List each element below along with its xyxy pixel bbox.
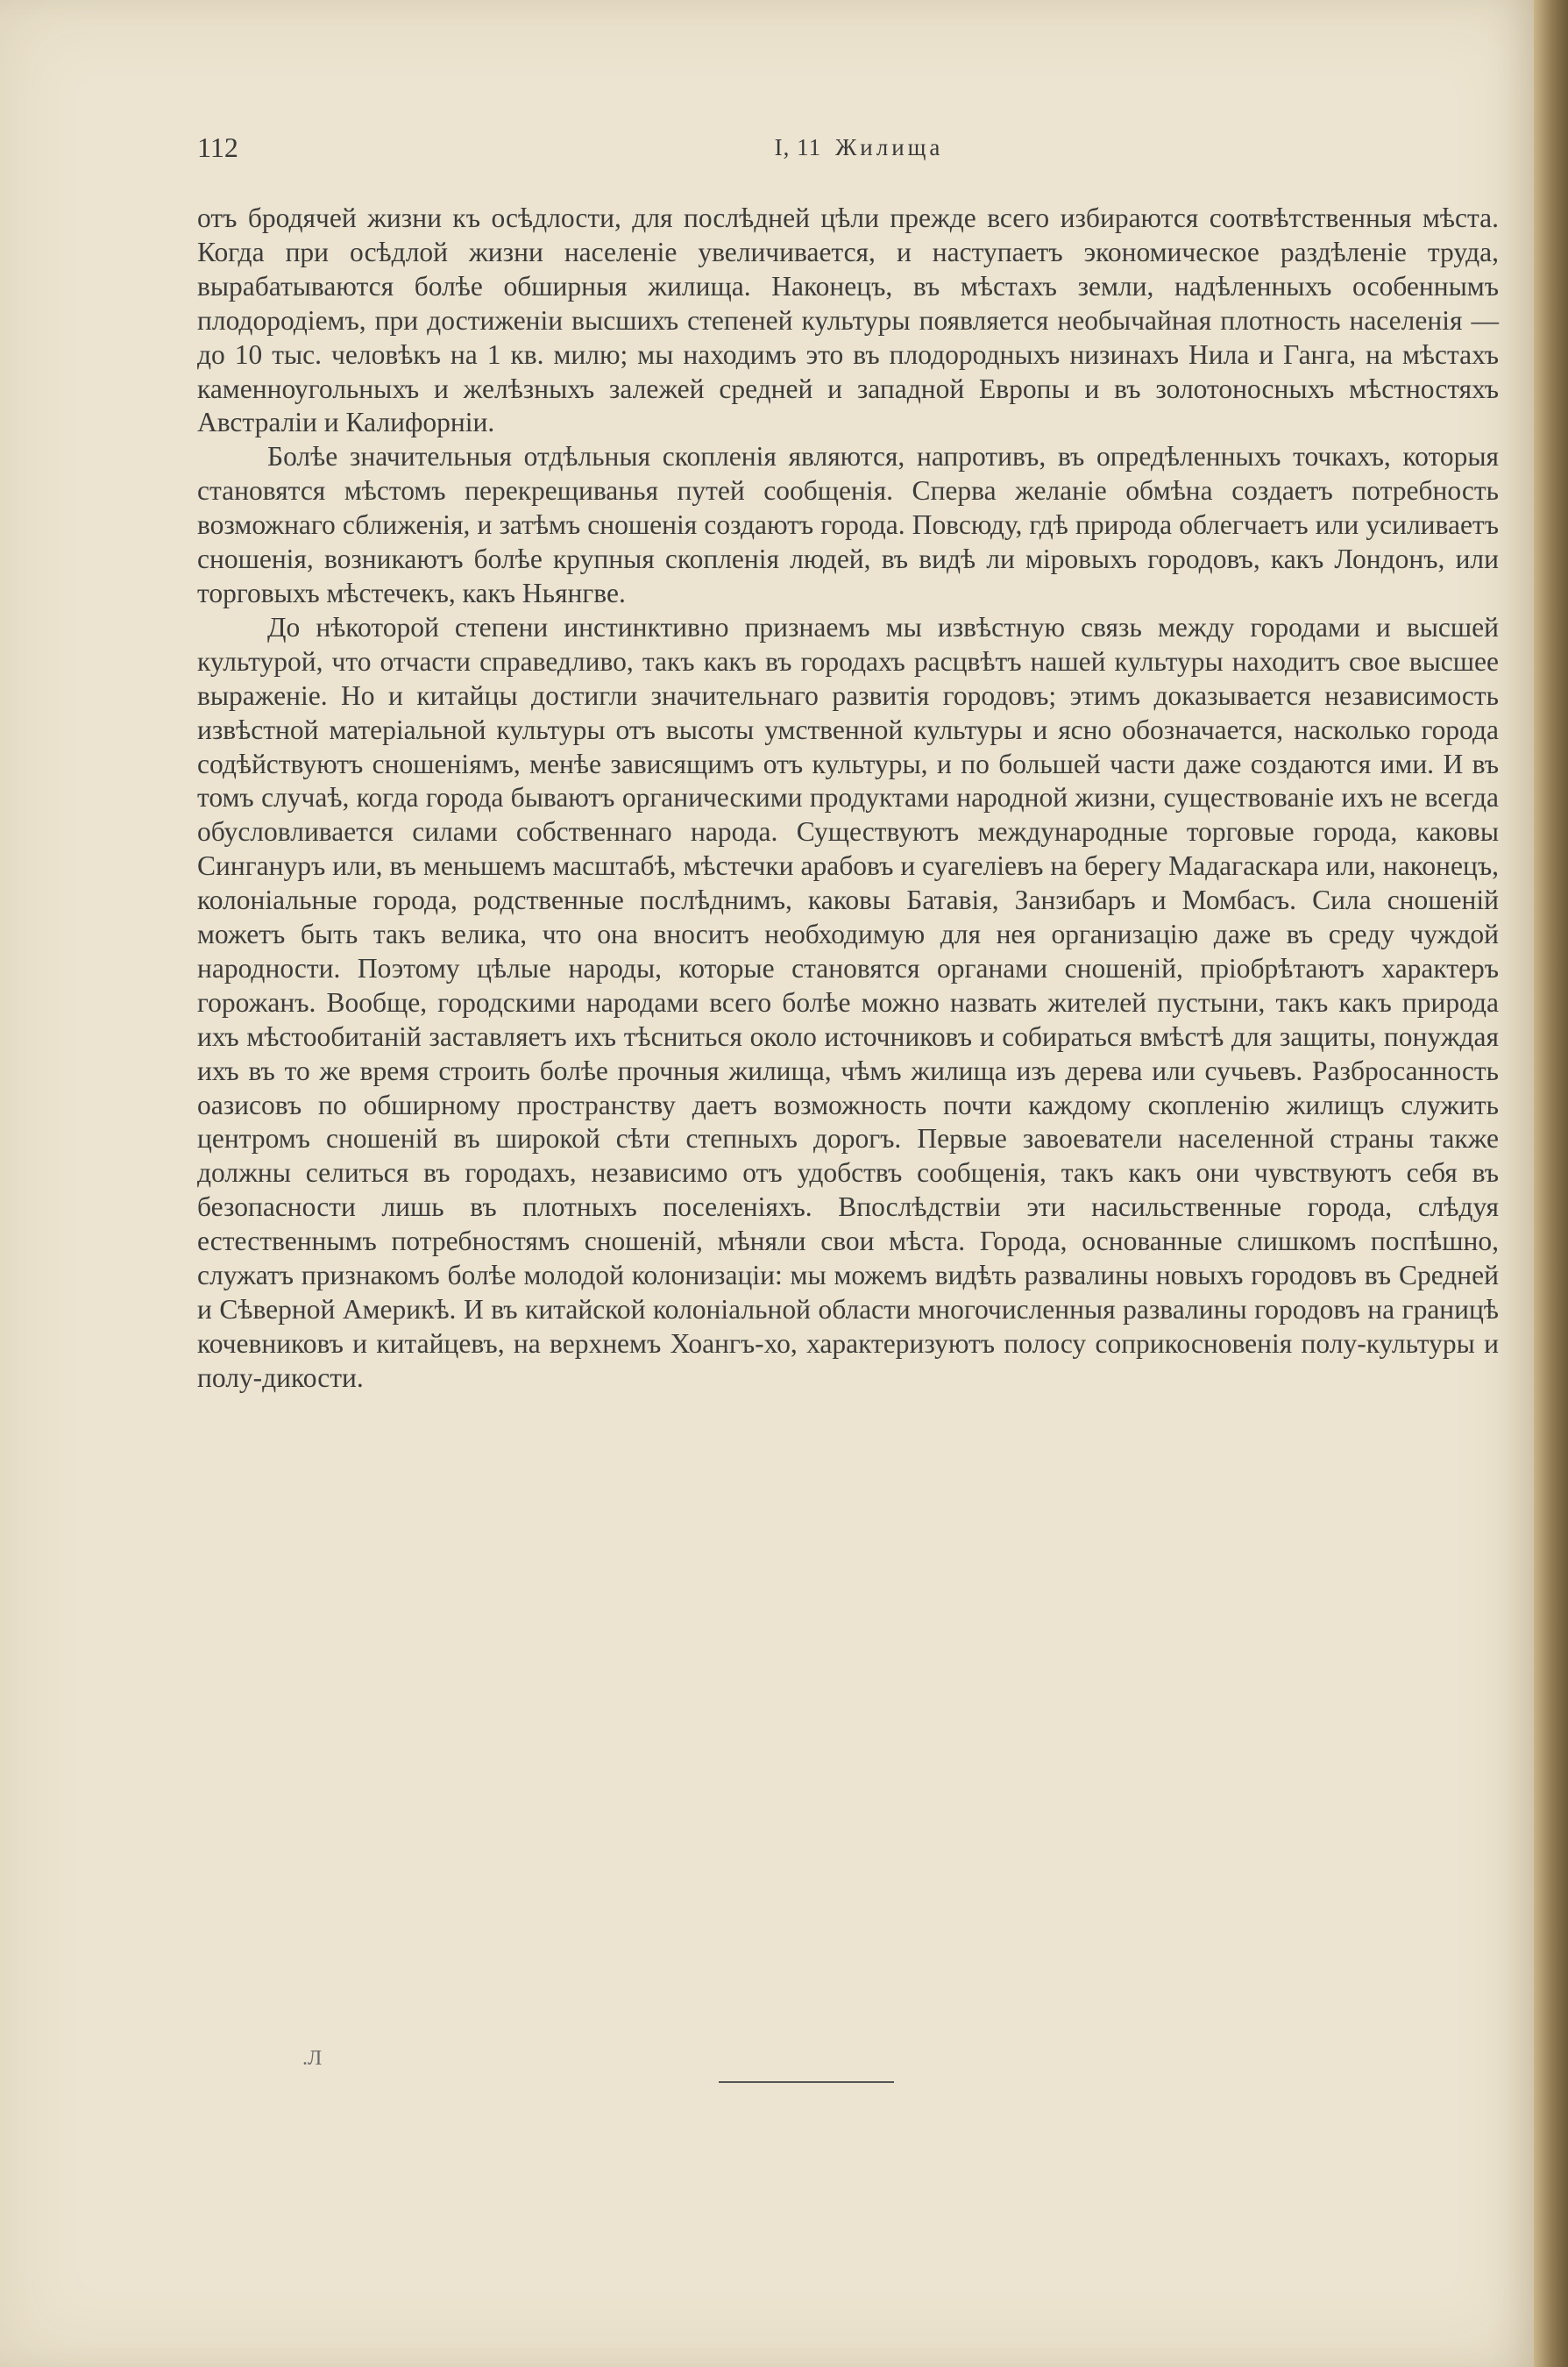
footer-mark: .Л	[302, 2047, 323, 2070]
running-title	[197, 134, 1521, 161]
page-header	[197, 132, 1521, 175]
paragraph: отъ бродячей жизни къ осѣдлости, для послѣдней цѣли прежде всего избираются соотвѣтственныя мѣста. Когда при осѣдлой жизни населеніе увеличивается, и наступаетъ экономическое раздѣленіе труда, вырабатываются болѣе обширныя жилища. Наконецъ, въ мѣстахъ земли, надѣленныхъ особеннымъ плодородіемъ, при достиженіи высшихъ степеней культуры появляется необычайная плотность населенія — до 10 тыс. человѣкъ на 1 кв. милю; мы находимъ это въ плодородныхъ низинахъ Нила и Ганга, на мѣстахъ каменноугольныхъ и желѣзныхъ залежей средней и западной Европы и въ золотоносныхъ мѣстностяхъ Австраліи и Калифорніи.	[197, 203, 1499, 438]
footer-rule	[719, 2081, 894, 2083]
section-number: I, 11	[774, 134, 822, 160]
page-number: 112	[197, 132, 238, 163]
book-spine-edge	[1534, 0, 1568, 2367]
paragraph: До нѣкоторой степени инстинктивно признаемъ мы извѣстную связь между городами и высшей культурой, что отчасти справедливо, такъ какъ въ городахъ расцвѣтъ нашей культуры находитъ свое высшее выраженіе. Но и китайцы достигли значительнаго развитія городовъ; этимъ доказывается независимость извѣстной матеріальной культуры отъ высоты умственной культуры и ясно обозначается, насколько города содѣйствуютъ сношеніямъ, менѣе зависящимъ отъ культуры, и по большей части даже создаются ими. И въ томъ случаѣ, когда города бываютъ органическими продуктами народной жизни, существованіе ихъ не всегда обусловливается силами собственнаго народа. Существуютъ международные торговые города, каковы Сингануръ или, въ меньшемъ масштабѣ, мѣстечки арабовъ и суагеліевъ на берегу Мадагаскара или, наконецъ, колоніальные города, родственные послѣднимъ, каковы Батавія, Занзибаръ и Момбасъ. Сила сношеній можетъ быть такъ велика, что она вноситъ необходимую для нея организацію даже въ среду чуждой народности. Поэтому цѣлые народы, которые становятся органами сношеній, пріобрѣтаютъ характеръ горожанъ. Вообще, городскими народами всего болѣе можно назвать жителей пустыни, такъ какъ природа ихъ мѣстообитаній заставляетъ ихъ тѣсниться около источниковъ и собираться вмѣстѣ для защиты, понуждая ихъ въ то же время строить болѣе прочныя жилища, чѣмъ жилища изъ дерева или сучьевъ. Разбросанность оазисовъ по обширному пространству даетъ возможность почти каждому скопленію жилищъ служить центромъ сношеній въ широкой сѣти степныхъ дорогъ. Первые завоеватели населенной страны также должны селиться въ городахъ, независимо отъ удобствъ сообщенія, такъ какъ они чувствуютъ себя въ безопасности лишь въ плотныхъ поселеніяхъ. Впослѣдствіи эти насильственные города, слѣдуя естественнымъ потребностямъ сношеній, мѣняли свои мѣста. Города, основанные слишкомъ поспѣшно, служатъ признакомъ болѣе молодой колонизаціи: мы можемъ видѣть развалины новыхъ городовъ въ Средней и Сѣверной Америкѣ. И въ китайской колоніальной области многочисленныя развалины городовъ на границѣ кочевниковъ и китайцевъ, на верхнемъ Хоангъ-хо, характеризуютъ полосу соприкосновенія полу-культуры и полу-дикости.	[197, 611, 1499, 1393]
body-text	[197, 202, 1499, 1396]
paragraph: Болѣе значительныя отдѣльныя скопленія являются, напротивъ, въ опредѣленныхъ точкахъ, которыя становятся мѣстомъ перекрещиванья путей сообщенія. Сперва желаніе обмѣна создаетъ потребность возможнаго сближенія, и затѣмъ сношенія создаютъ города. Повсюду, гдѣ природа облегчаетъ или усиливаетъ сношенія, возникаютъ болѣе крупныя скопленія людей, въ видѣ ли міровыхъ городовъ, какъ Лондонъ, или торговыхъ мѣстечекъ, какъ Ньянгве.	[197, 441, 1499, 608]
chapter-title: Жилища	[835, 134, 944, 160]
